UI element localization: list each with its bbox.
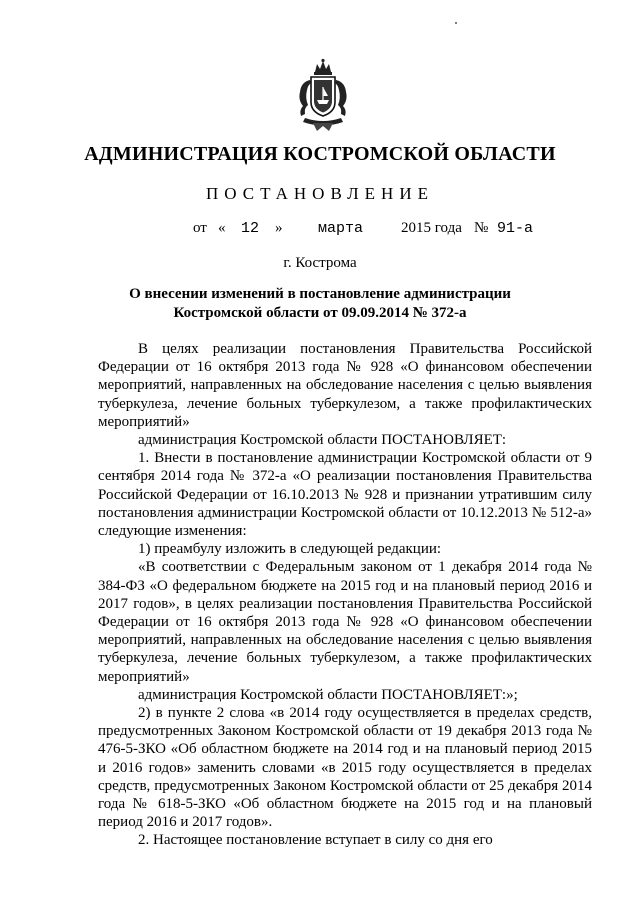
date-month: марта [318, 220, 364, 237]
body-paragraph-new-resolves: администрация Костромской области ПОСТАНОВЛЯЕТ:»; [138, 686, 518, 703]
date-line [0, 220, 640, 242]
document-number: 91-а [497, 220, 534, 237]
body-paragraph-resolves: администрация Костромской области ПОСТАНОВЛЯЕТ: [138, 432, 507, 449]
body-paragraph-subitem-2: 2) в пункте 2 слова «в 2014 году осуществляется в пределах средств, предусмотренных Законом Костромской области от 19 декабря 2013 года № 476-5-ЗКО «Об областном бюджете на 2014 год и на плановый период 2015 и 2016 годов» заменить словами «в 2015 году осуществляется в пределах средств, предусмотренных Законом Костромской области от 25 декабря 2014 года № 618-5-ЗКО «Об областном бюджете на 2015 год и на плановый период 2016 и 2017 годов». [98, 705, 592, 831]
date-from-label: от [193, 220, 207, 236]
scan-speck [455, 22, 457, 24]
document-heading [0, 285, 640, 323]
coat-of-arms-icon [293, 58, 353, 132]
city-line: г. Кострома [283, 255, 357, 271]
heading-line-2: Костромской области от 09.09.2014 № 372-а [173, 305, 467, 321]
body-paragraph-subitem-1: 1) преамбулу изложить в следующей редакции: [138, 541, 442, 558]
date-day: 12 [241, 220, 260, 237]
body-paragraph-new-preamble: «В соответствии с Федеральным законом от 1 декабря 2014 года № 384-ФЗ «О федеральном бюджете на 2015 год и на плановый период 2016 и 2017 годов», в целях реализации постановления Правительства Российской Федерации от 16 октября 2013 года № 928 «О финансовом обеспечении мероприятий, направленных на обследование населения с целью выявления туберкулеза, лечение больных туберкулезом, а также профилактических мероприятий» [98, 559, 592, 685]
body-paragraph-item-1: 1. Внести в постановление администрации Костромской области от 9 сентября 2014 года № 372-а «О реализации постановления Правительства Российской Федерации от 16.10.2013 № 928 и признании утратившим силу постановления администрации Костромской области от 10.12.2013 № 512-а» следующие изменения: [98, 450, 592, 540]
document-type: ПОСТАНОВЛЕНИЕ [205, 184, 434, 203]
date-close-quote: » [275, 220, 283, 236]
document-body [98, 340, 592, 850]
organization-title: АДМИНИСТРАЦИЯ КОСТРОМСКОЙ ОБЛАСТИ [84, 143, 556, 165]
heading-line-1: О внесении изменений в постановление администрации [129, 286, 511, 302]
date-year: 2015 года [401, 220, 462, 236]
body-paragraph-preamble: В целях реализации постановления Правительства Российской Федерации от 16 октября 2013 года № 928 «О финансовом обеспечении мероприятий, направленных на обследование населения с целью выявления туберкулеза, лечение больных туберкулезом, а также профилактических мероприятий» [98, 341, 592, 430]
date-open-quote: « [218, 220, 226, 236]
body-paragraph-item-2: 2. Настоящее постановление вступает в силу со дня его [138, 832, 493, 849]
document-number-sign: № [474, 220, 489, 236]
